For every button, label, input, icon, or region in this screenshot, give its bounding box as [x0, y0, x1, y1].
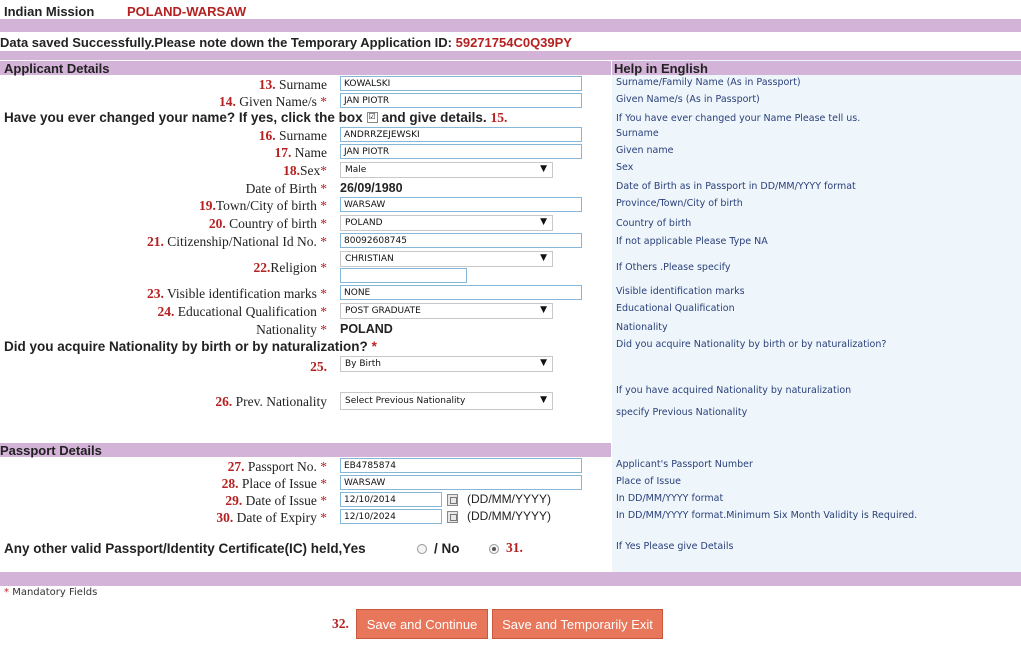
help-text: Province/Town/City of birth [616, 198, 743, 209]
education-select[interactable]: POST GRADUATE ▼ [340, 303, 553, 319]
help-text: Surname/Family Name (As in Passport) [616, 77, 801, 88]
header-bar [0, 19, 1021, 32]
mandatory-note: * Mandatory Fields [4, 587, 98, 598]
help-text: In DD/MM/YYYY format [616, 493, 724, 504]
help-text: Educational Qualification [616, 303, 735, 314]
chevron-down-icon: ▼ [540, 395, 547, 405]
education-label: 24. Educational Qualification * [157, 304, 327, 319]
sex-label: 18.Sex* [283, 163, 327, 178]
given-name-label: 14. Given Name/s * [219, 94, 327, 109]
other-passport-num: 31. [506, 540, 523, 555]
nationality-value: POLAND [340, 322, 393, 336]
dob-label: Date of Birth * [245, 181, 327, 196]
header-org: Indian Mission [4, 4, 95, 19]
prev-surname-label: 16. Surname [258, 128, 327, 143]
header-mission: POLAND-WARSAW [127, 4, 247, 19]
other-passport-no-text: / No [434, 541, 460, 556]
help-text: If Yes Please give Details [616, 541, 734, 552]
help-text: specify Previous Nationality [616, 407, 748, 418]
chevron-down-icon: ▼ [540, 358, 547, 368]
passport-no-label: 27. Passport No. * [227, 459, 327, 474]
date-issue-label: 29. Date of Issue * [225, 493, 327, 508]
help-text: If Others .Please specify [616, 262, 731, 273]
prev-nationality-label: 26. Prev. Nationality [215, 394, 327, 409]
acquire-question: Did you acquire Nationality by birth or by naturalization? * [4, 339, 377, 354]
name-change-checkbox[interactable]: ☑ [368, 111, 376, 121]
help-text: If You have ever changed your Name Please tell us. [616, 113, 861, 124]
acquire-select[interactable]: By Birth ▼ [340, 356, 553, 372]
religion-other-input[interactable] [340, 268, 467, 283]
prev-surname-input[interactable]: ANDRRZEJEWSKI [340, 127, 582, 142]
chevron-down-icon: ▼ [540, 164, 547, 174]
help-text: Visible identification marks [616, 286, 745, 297]
other-passport-no-radio[interactable] [489, 544, 499, 554]
buttons-num: 32. [332, 616, 349, 631]
name-change-question: Have you ever changed your name? If yes, click the box ☑ and give details. 15. [4, 110, 508, 125]
chevron-down-icon: ▼ [540, 253, 547, 263]
application-id: 59271754C0Q39PY [455, 35, 572, 50]
citizenship-input[interactable]: 80092608745 [340, 233, 582, 248]
success-text: Data saved Successfully.Please note down the Temporary Application ID: [0, 35, 456, 50]
message-bar [0, 51, 1021, 60]
prev-name-label: 17. Name [274, 145, 327, 160]
place-issue-input[interactable]: WARSAW [340, 475, 582, 490]
dob-value: 26/09/1980 [340, 181, 403, 195]
applicant-section-title: Applicant Details [4, 61, 110, 76]
town-label: 19.Town/City of birth * [198, 198, 327, 213]
help-text: Surname [616, 128, 659, 139]
date-expiry-label: 30. Date of Expiry * [216, 510, 327, 525]
save-continue-button[interactable]: Save and Continue [356, 609, 488, 639]
surname-label: 13. Surname [258, 77, 327, 92]
help-text: In DD/MM/YYYY format.Minimum Six Month Validity is Required. [616, 510, 918, 521]
country-label: 20. Country of birth * [208, 216, 327, 231]
place-issue-label: 28. Place of Issue * [221, 476, 327, 491]
help-text: Country of birth [616, 218, 692, 229]
calendar-icon[interactable] [447, 494, 458, 506]
date-expiry-input[interactable]: 12/10/2024 [340, 509, 442, 524]
town-input[interactable]: WARSAW [340, 197, 582, 212]
save-exit-button[interactable]: Save and Temporarily Exit [492, 609, 663, 639]
chevron-down-icon: ▼ [540, 217, 547, 227]
marks-label: 23. Visible identification marks * [146, 286, 327, 301]
success-message [0, 35, 572, 50]
calendar-icon[interactable] [447, 511, 458, 523]
acquire-label: 25. [310, 359, 327, 374]
help-text: If you have acquired Nationality by naturalization [616, 385, 852, 396]
nationality-label: Nationality * [256, 322, 327, 337]
help-text: Nationality [616, 322, 668, 333]
help-text: Date of Birth as in Passport in DD/MM/YYYY format [616, 181, 856, 192]
help-text: If not applicable Please Type NA [616, 236, 768, 247]
prev-nationality-select[interactable]: Select Previous Nationality ▼ [340, 392, 553, 410]
given-name-input[interactable]: JAN PIOTR [340, 93, 582, 108]
surname-input[interactable]: KOWALSKI [340, 76, 582, 91]
other-passport-yes-radio[interactable] [417, 544, 427, 554]
date-expiry-format: (DD/MM/YYYY) [467, 509, 551, 523]
help-text: Did you acquire Nationality by birth or by naturalization? [616, 339, 887, 350]
passport-section-title: Passport Details [0, 443, 102, 458]
date-issue-format: (DD/MM/YYYY) [467, 492, 551, 506]
help-section-title: Help in English [614, 61, 708, 76]
citizenship-label: 21. Citizenship/National Id No. * [147, 234, 327, 249]
chevron-down-icon: ▼ [540, 305, 547, 315]
help-text: Given name [616, 145, 674, 156]
bottom-bar [0, 572, 1021, 586]
date-issue-input[interactable]: 12/10/2014 [340, 492, 442, 507]
religion-label: 22.Religion * [253, 260, 327, 275]
prev-name-input[interactable]: JAN PIOTR [340, 144, 582, 159]
country-select[interactable]: POLAND ▼ [340, 215, 553, 231]
other-passport-question: Any other valid Passport/Identity Certificate(IC) held,Yes [4, 541, 366, 556]
help-text: Place of Issue [616, 476, 682, 487]
help-text: Given Name/s (As in Passport) [616, 94, 760, 105]
sex-select[interactable]: Male ▼ [340, 162, 553, 178]
marks-input[interactable]: NONE [340, 285, 582, 300]
help-text: Applicant's Passport Number [616, 459, 753, 470]
passport-no-input[interactable]: EB4785874 [340, 458, 582, 473]
religion-select[interactable]: CHRISTIAN ▼ [340, 251, 553, 267]
help-text: Sex [616, 162, 634, 173]
